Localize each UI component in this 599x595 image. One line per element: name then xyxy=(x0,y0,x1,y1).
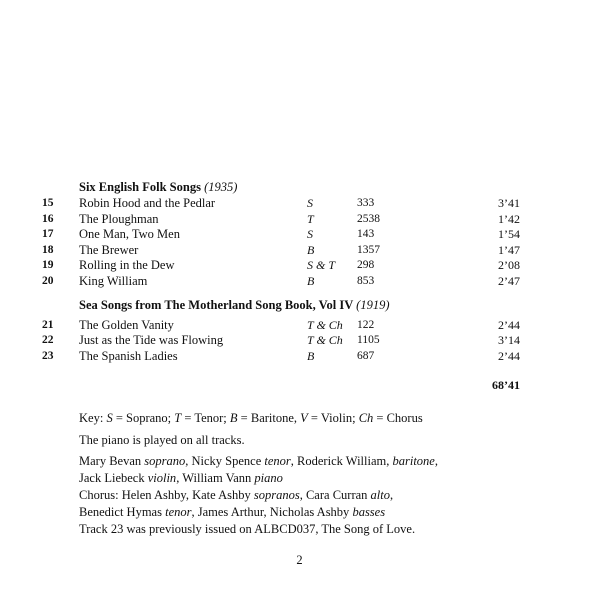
performer-role: sopranos xyxy=(253,488,300,502)
track-title: The Spanish Ladies xyxy=(79,348,178,363)
track-row xyxy=(0,242,599,258)
track-number: 23 xyxy=(42,349,54,362)
track-title: Robin Hood and the Pedlar xyxy=(79,196,216,210)
track-number: 15 xyxy=(42,197,54,209)
performer-name: Cara Curran xyxy=(305,488,371,502)
credit-punct: , xyxy=(185,454,192,468)
section-year: (1919) xyxy=(356,298,390,312)
key-punct: ; xyxy=(352,411,359,425)
track-number: 21 xyxy=(42,318,54,331)
performer-role: baritone xyxy=(392,454,435,468)
track-title: One Man, Two Men xyxy=(79,227,180,241)
performer-role: basses xyxy=(352,504,386,519)
page-number: 2 xyxy=(296,553,303,567)
performer-role: tenor xyxy=(264,454,291,468)
track-catalogue-number: 143 xyxy=(357,228,375,240)
key-separator: = xyxy=(181,411,195,425)
key-separator: = xyxy=(373,411,387,425)
track-duration: 3’41 xyxy=(498,196,520,210)
track-voice: T xyxy=(307,211,314,226)
credit-punct: , xyxy=(434,454,438,468)
key-separator: = xyxy=(307,411,321,425)
performer-name: Jack Liebeck xyxy=(79,470,148,485)
key-meaning: Chorus xyxy=(386,411,423,425)
track-number: 22 xyxy=(42,334,54,346)
performer-name: Nicky Spence xyxy=(191,454,265,468)
credit-punct: , xyxy=(290,454,298,468)
performer-role: tenor xyxy=(165,504,192,519)
performer-role: alto xyxy=(370,488,390,502)
key-abbr: Ch xyxy=(358,411,374,425)
track-title: The Ploughman xyxy=(79,211,159,226)
reissue-note xyxy=(79,521,519,538)
track-catalogue-number: 853 xyxy=(357,274,375,287)
key-legend xyxy=(79,410,519,427)
track-row xyxy=(0,348,599,364)
track-title: Just as the Tide was Flowing xyxy=(79,333,224,347)
track-catalogue-number: 1105 xyxy=(357,334,380,346)
section-title: Six English Folk Songs xyxy=(79,180,201,194)
performer-name: William Vann xyxy=(182,470,255,485)
key-punct: ; xyxy=(167,411,175,425)
key-punct: , xyxy=(293,411,301,425)
track-voice: S xyxy=(307,227,313,241)
performer-name: James Arthur, Nicholas Ashby xyxy=(197,504,353,519)
track-voice: T & Ch xyxy=(307,317,343,332)
performer-name: Benedict Hymas xyxy=(79,504,166,519)
track-number: 20 xyxy=(42,274,54,287)
track-catalogue-number: 1357 xyxy=(357,243,380,256)
track-catalogue-number: 2538 xyxy=(357,212,380,225)
performer-role: soprano xyxy=(144,454,186,468)
key-separator: = xyxy=(112,411,126,425)
key-punct: ; xyxy=(223,411,230,425)
key-meaning: Violin xyxy=(320,411,353,425)
piano-note-text: The piano is played on all tracks. xyxy=(79,433,245,447)
key-separator: = xyxy=(237,411,251,425)
track-title: Rolling in the Dew xyxy=(79,258,175,272)
track-title: King William xyxy=(79,273,148,288)
track-row xyxy=(0,257,599,273)
section-title: Sea Songs from The Motherland Song Book, Vol IV xyxy=(79,298,354,312)
track-duration: 1’54 xyxy=(498,227,520,241)
key-abbr: S xyxy=(106,411,113,425)
credit-punct: , xyxy=(191,504,198,519)
track-voice: S xyxy=(307,196,313,210)
performer-name: Chorus: Helen Ashby, Kate Ashby xyxy=(79,488,254,502)
track-title: The Golden Vanity xyxy=(79,317,174,332)
track-row xyxy=(0,211,599,227)
track-duration: 2’08 xyxy=(498,258,520,272)
piano-note xyxy=(79,432,519,449)
track-catalogue-number: 333 xyxy=(357,197,375,209)
track-row xyxy=(0,273,599,289)
reissue-note-text: Track 23 was previously issued on ALBCD037, The Song of Love. xyxy=(79,522,416,536)
track-voice: B xyxy=(307,273,315,288)
performer-name: Mary Bevan xyxy=(79,454,145,468)
track-voice: T & Ch xyxy=(307,333,343,347)
performer-name: Roderick William, xyxy=(297,454,393,468)
track-catalogue-number: 122 xyxy=(357,318,375,331)
key-abbr: B xyxy=(229,411,238,425)
track-duration: 2’44 xyxy=(498,317,520,332)
track-duration: 3’14 xyxy=(498,333,520,347)
section-heading-sea-songs xyxy=(79,298,389,313)
track-duration: 2’44 xyxy=(498,348,520,363)
credit-punct: , xyxy=(176,470,183,485)
key-meaning: Soprano xyxy=(126,411,168,425)
section-year: (1935) xyxy=(204,180,238,194)
track-voice: B xyxy=(307,242,315,257)
performer-role: piano xyxy=(254,470,283,485)
track-number: 19 xyxy=(42,259,54,271)
track-number: 18 xyxy=(42,243,54,256)
track-catalogue-number: 687 xyxy=(357,349,375,362)
key-meaning: Tenor xyxy=(194,411,224,425)
track-row xyxy=(0,195,599,211)
credit-punct: , xyxy=(299,488,306,502)
track-voice: S & T xyxy=(307,258,336,272)
track-number: 17 xyxy=(42,228,54,240)
track-row xyxy=(0,226,599,242)
track-duration: 2’47 xyxy=(498,273,520,288)
track-catalogue-number: 298 xyxy=(357,259,375,271)
track-title: The Brewer xyxy=(79,242,139,257)
track-voice: B xyxy=(307,348,315,363)
credit-punct: , xyxy=(389,488,394,502)
total-running-time: 68’41 xyxy=(492,378,520,392)
track-row xyxy=(0,332,599,348)
key-prefix: Key: xyxy=(79,411,107,425)
key-abbr: T xyxy=(174,411,182,425)
performers-credit xyxy=(79,453,519,486)
key-abbr: V xyxy=(300,411,308,425)
chorus-credit xyxy=(79,487,519,520)
track-number: 16 xyxy=(42,212,54,225)
performer-role: violin xyxy=(147,470,177,485)
section-heading-folk-songs xyxy=(79,180,237,195)
key-meaning: Baritone xyxy=(250,411,294,425)
track-duration: 1’42 xyxy=(498,211,520,226)
track-duration: 1’47 xyxy=(498,242,520,257)
track-row xyxy=(0,317,599,333)
